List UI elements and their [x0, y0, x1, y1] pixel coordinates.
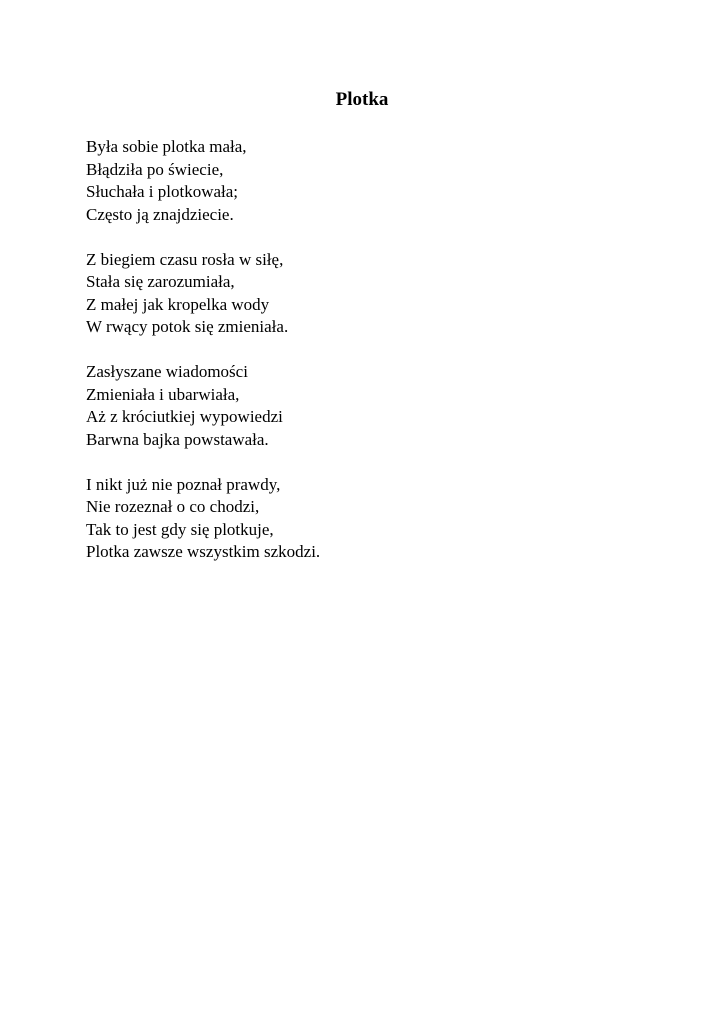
poem-line: Z małej jak kropelka wody	[86, 294, 270, 314]
stanza-4	[86, 474, 646, 564]
poem-line: Z biegiem czasu rosła w siłę,	[86, 249, 284, 269]
stanza-1	[86, 136, 646, 226]
poem-line: Była sobie plotka mała,	[86, 137, 247, 156]
poem-title-text: Plotka	[335, 89, 389, 110]
poem-line: Tak to jest gdy się plotkuje,	[86, 519, 274, 539]
poem-line: I nikt już nie poznał prawdy,	[86, 474, 281, 494]
poem-line: Często ją znajdziecie.	[86, 204, 234, 224]
poem-line: W rwący potok się zmieniała.	[86, 317, 289, 336]
poem-line: Plotka zawsze wszystkim szkodzi.	[86, 542, 321, 561]
poem-line: Stała się zarozumiała,	[86, 272, 235, 291]
poem-line: Błądziła po świecie,	[86, 159, 224, 179]
poem-line: Zasłyszane wiadomości	[86, 362, 248, 381]
poem-line: Barwna bajka powstawała.	[86, 429, 269, 449]
poem-line: Zmieniała i ubarwiała,	[86, 384, 240, 404]
stanza-2	[86, 249, 646, 339]
poem-line: Aż z króciutkiej wypowiedzi	[86, 407, 283, 426]
poem-body	[86, 136, 646, 586]
poem-line: Nie rozeznał o co chodzi,	[86, 497, 260, 516]
poem-line: Słuchała i plotkowała;	[86, 182, 239, 201]
poem-title	[0, 88, 724, 112]
stanza-3	[86, 361, 646, 451]
